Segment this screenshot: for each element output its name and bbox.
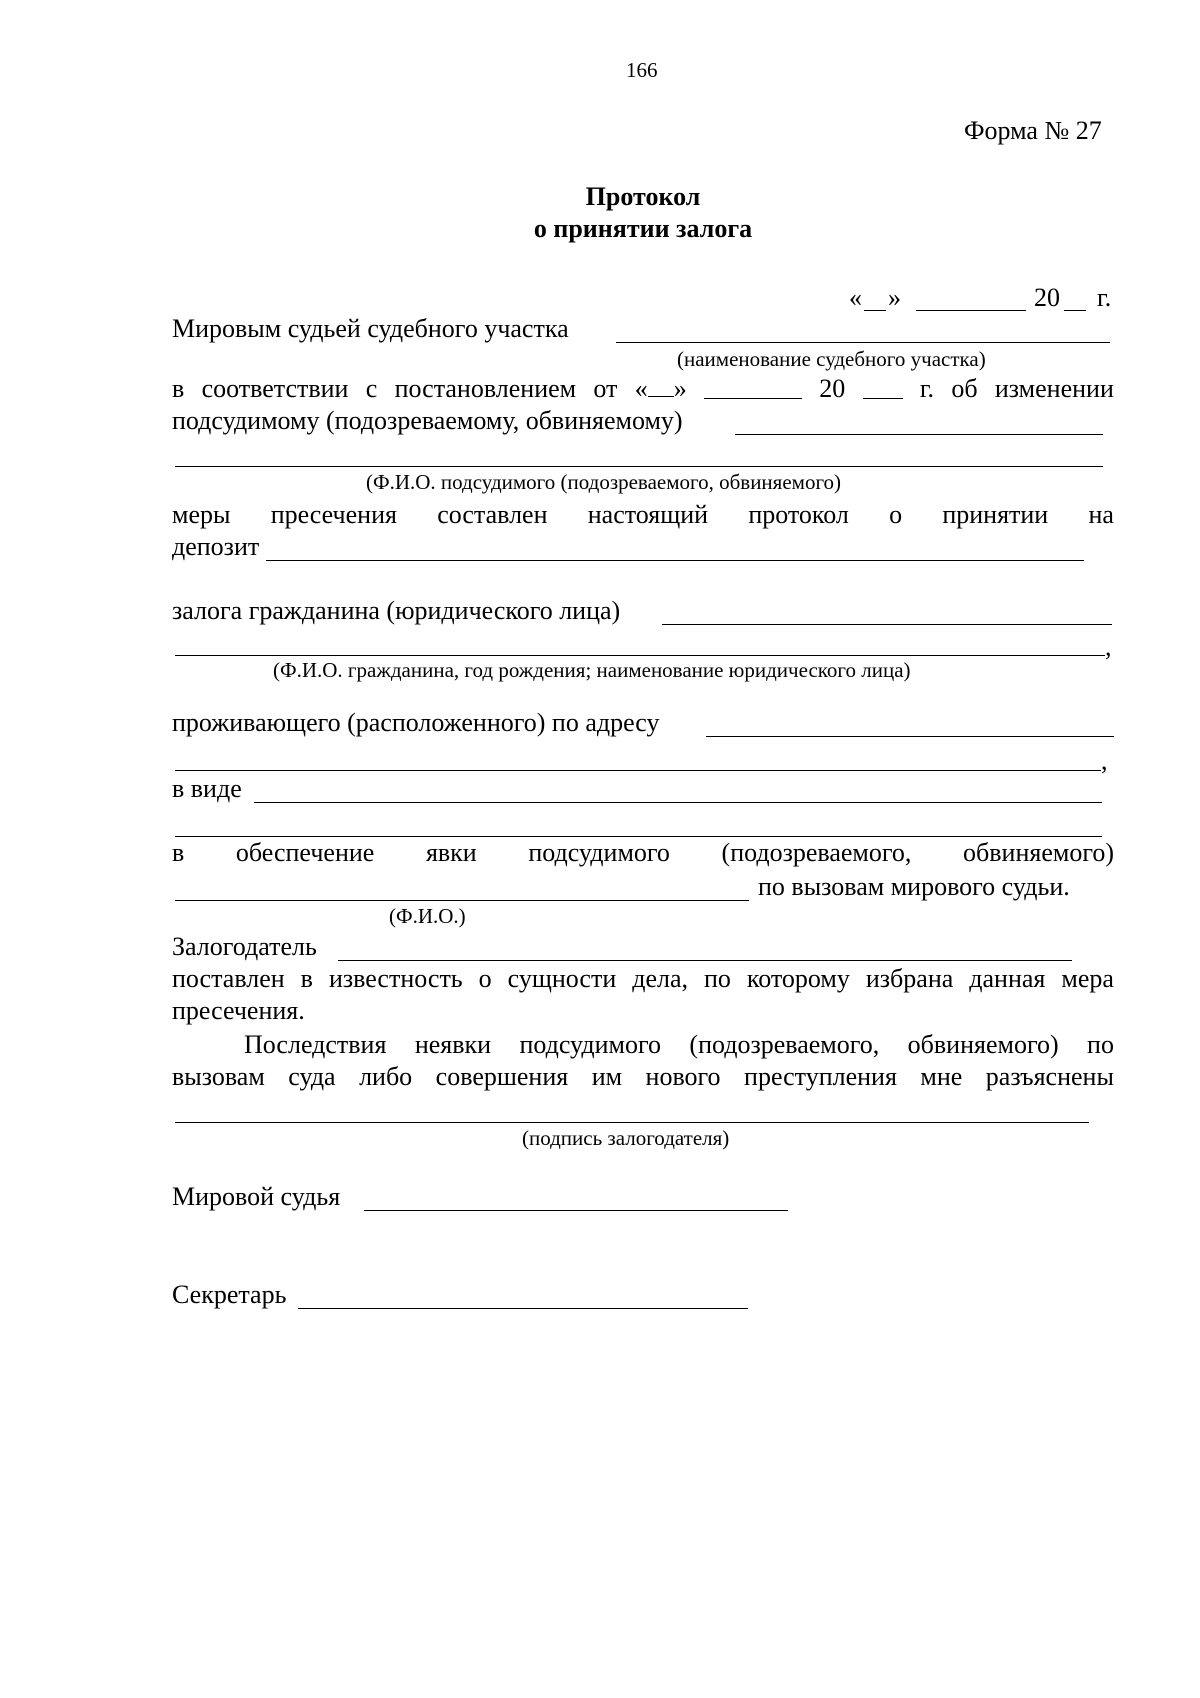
pledge-label: залога гражданина (юридического лица) [172,596,621,625]
resolution-word: от [593,374,618,403]
page-number: 166 [626,58,658,82]
document-title: Протокол [585,182,701,211]
resolution-day-blank[interactable] [648,374,674,397]
deposit-label: депозит [172,532,260,561]
consequences-word: подсудимого [519,1030,662,1059]
appearance-name-blank[interactable] [175,900,749,901]
appearance-caption: (Ф.И.О.) [389,904,466,928]
notice-word: которому [746,964,850,993]
resolution-word: соответствии [201,374,349,403]
consequences-word: нового [645,1062,721,1091]
notice-word: избрана [865,964,954,993]
notice-line-1 [172,964,1114,994]
consequences-line-2 [172,1062,1114,1092]
form-blank-2[interactable] [175,836,1102,837]
defendant-name-blank[interactable] [735,434,1103,435]
consequences-line-1 [244,1030,1114,1060]
date-year-prefix: 20 [1034,283,1060,312]
defendant-caption: (Ф.И.О. подсудимого (подозреваемого, обвиняемого) [366,470,842,494]
consequences-word: обвиняемого) [907,1030,1059,1059]
date-year-suffix: г. [1097,283,1112,312]
appearance-word: обеспечение [235,838,375,867]
consequences-word: мне [920,1062,963,1091]
consequences-word: (подозреваемого, [689,1030,880,1059]
resolution-word: в [172,374,185,403]
date-open-quote: « [849,283,862,312]
consequences-word: им [591,1062,623,1091]
measure-word: принятии [942,500,1049,529]
date-month-blank[interactable] [916,310,1026,311]
notice-word: по [704,964,731,993]
pledger-name-blank[interactable] [662,624,1112,625]
appearance-tail: по вызовам мирового судьи. [758,872,1070,901]
court-district-caption: (наименование судебного участка) [677,347,986,371]
pledge-comma: , [1105,632,1112,661]
resolution-year-blank[interactable] [863,374,903,399]
pledger-label: Залогодатель [172,932,317,961]
pledger-blank[interactable] [338,960,1072,961]
date-year-blank[interactable] [1064,310,1086,311]
notice-line-2: пресечения. [172,996,305,1025]
resolution-year-prefix: 20 [819,374,846,403]
appearance-word: подсудимого [528,838,670,867]
notice-word: в [300,964,313,993]
address-blank[interactable] [706,736,1114,737]
notice-word: поставлен [172,964,285,993]
notice-word: о [478,964,492,993]
measure-line [172,500,1114,530]
consequences-word: по [1087,1030,1114,1059]
deposit-blank[interactable] [266,560,1084,561]
court-district-blank[interactable] [616,342,1110,343]
consequences-word: совершения [435,1062,569,1091]
measure-word: на [1088,500,1114,529]
resolution-word: постановлением [394,374,577,403]
measure-word: пресечения [270,500,397,529]
pledger-signature-blank[interactable] [175,1122,1089,1123]
form-blank[interactable] [254,802,1102,803]
form-number: Форма № 27 [964,116,1102,145]
defendant-label: подсудимому (подозреваемому, обвиняемому) [172,406,683,435]
judge-signature-blank[interactable] [364,1210,788,1211]
consequences-word: суда [288,1062,336,1091]
notice-word: сущности [507,964,617,993]
secretary-sign-label: Секретарь [172,1280,287,1309]
appearance-word: в [172,838,185,867]
notice-word: данная [969,964,1046,993]
date-day-blank[interactable] [864,310,886,311]
form-label: в виде [172,774,242,803]
pledger-caption: (Ф.И.О. гражданина, год рождения; наименование юридического лица) [273,658,911,682]
resolution-line [172,374,1114,404]
consequences-word: разъяснены [985,1062,1114,1091]
appearance-line [172,838,1114,868]
appearance-word: (подозреваемого, [721,838,912,867]
consequences-word: Последствия [244,1030,387,1059]
measure-word: составлен [437,500,548,529]
consequences-word: преступления [744,1062,897,1091]
resolution-word: с [365,374,378,403]
notice-word: известность [328,964,463,993]
consequences-word: либо [359,1062,413,1091]
document-subtitle: о принятии залога [533,214,753,243]
judge-sign-label: Мировой судья [172,1182,341,1211]
consequences-word: вызовам [172,1062,265,1091]
address-blank-2[interactable] [175,770,1101,771]
measure-word: настоящий [587,500,709,529]
secretary-signature-blank[interactable] [298,1308,748,1309]
defendant-name-blank-2[interactable] [175,466,1103,467]
appearance-word: обвиняемого) [963,838,1114,867]
consequences-word: неявки [414,1030,492,1059]
resolution-word: изменении [994,374,1114,403]
judge-label: Мировым судьей судебного участка [172,314,569,343]
date-close-quote: » [888,283,901,312]
measure-word: меры [172,500,231,529]
notice-word: дела, [632,964,689,993]
address-label: проживающего (расположенного) по адресу [172,708,660,737]
resolution-word: об [951,374,978,403]
resolution-year-suffix: г. [919,374,935,403]
pledger-name-blank-2[interactable] [175,655,1105,656]
address-comma: , [1101,746,1108,775]
measure-word: протокол [748,500,849,529]
notice-word: мера [1061,964,1114,993]
measure-word: о [889,500,903,529]
resolution-month-blank[interactable] [704,374,802,399]
appearance-word: явки [425,838,477,867]
pledger-signature-caption: (подпись залогодателя) [522,1126,730,1150]
resolution-day-field: « » [634,374,687,403]
